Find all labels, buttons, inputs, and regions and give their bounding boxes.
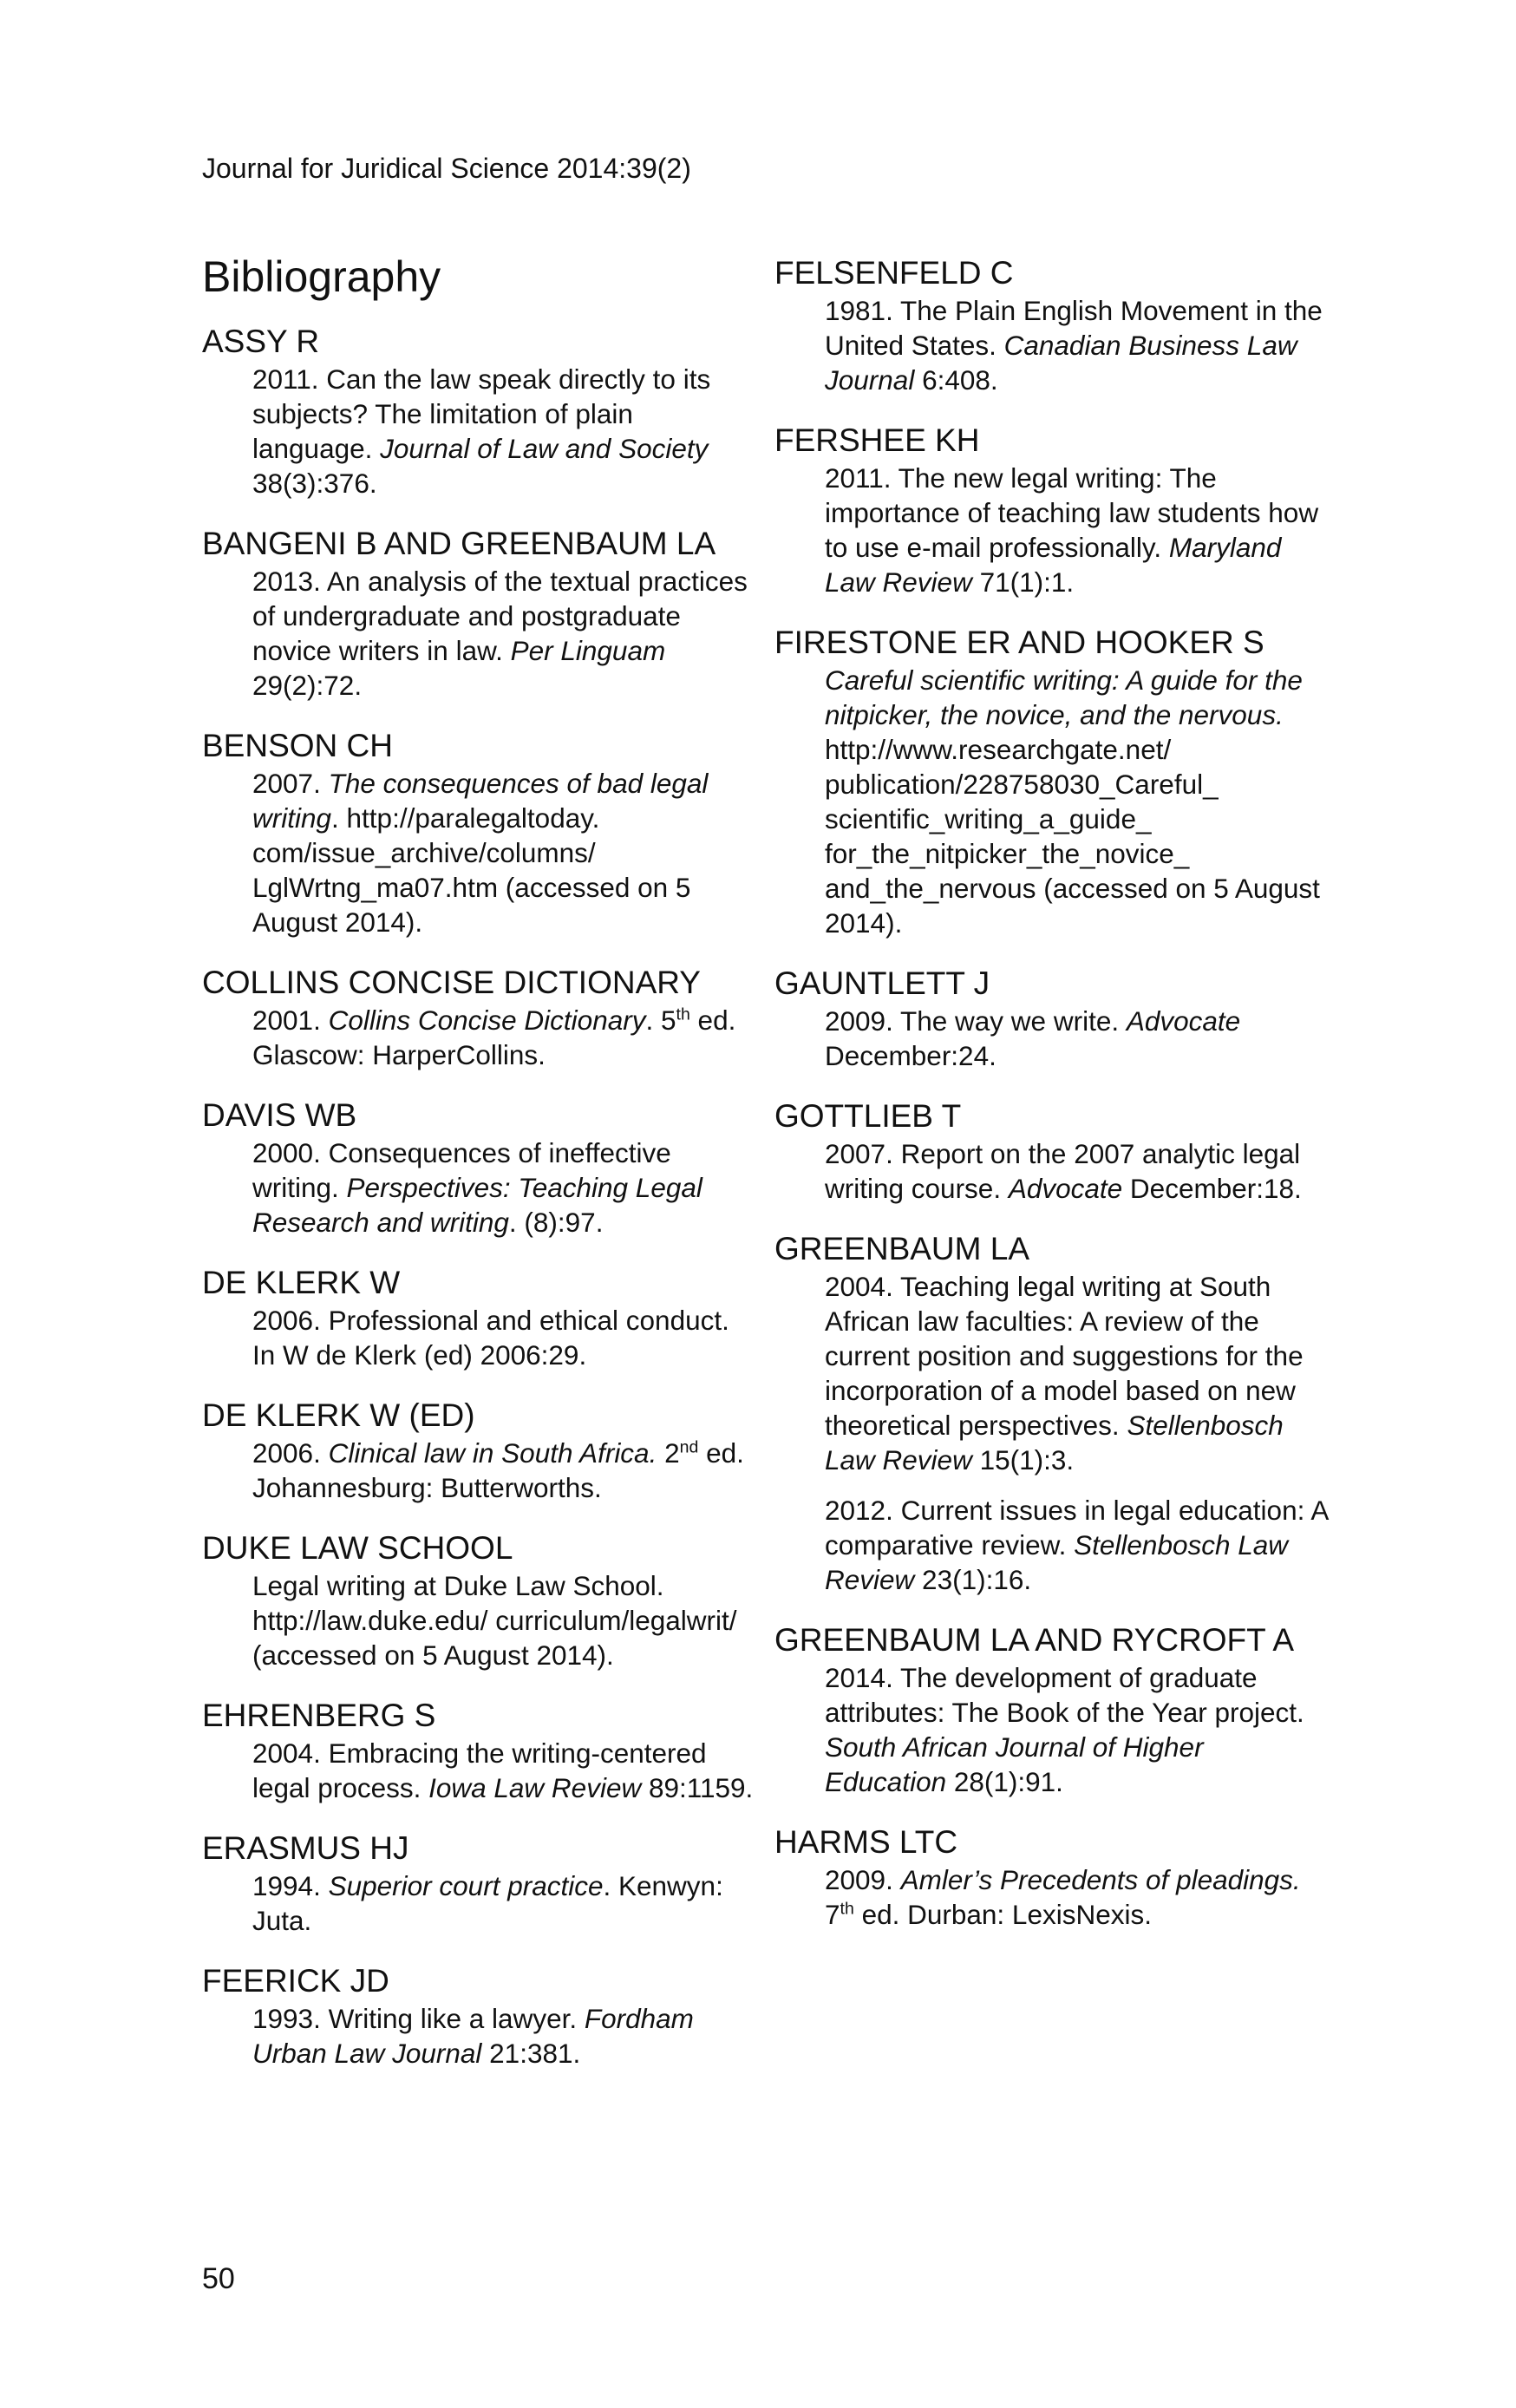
bibliography-entry — [774, 1822, 1330, 1932]
entry-list-left — [202, 322, 757, 2071]
entry-reference — [252, 1736, 757, 1805]
italic-title: Perspectives: Teaching Legal Research and writing — [252, 1172, 702, 1238]
bibliography-entry — [202, 963, 757, 1072]
reference-text: December:18. — [1122, 1173, 1302, 1204]
entry-reference — [252, 1868, 757, 1938]
entry-reference — [252, 1303, 757, 1372]
italic-title: Careful scientific writing: A guide for the nitpicker, the novice, and the nervous. — [825, 664, 1303, 730]
entry-reference — [252, 1003, 757, 1072]
bibliography-entry — [774, 1229, 1330, 1597]
italic-title: Fordham Urban Law Journal — [252, 2003, 694, 2069]
bibliography-entry — [774, 1620, 1330, 1799]
entry-author: DAVIS WB — [202, 1097, 357, 1133]
bibliography-entry — [202, 1528, 757, 1672]
reference-text: 1993. Writing like a lawyer. — [252, 2003, 585, 2034]
entry-reference — [252, 766, 757, 939]
superscript: th — [676, 1004, 690, 1024]
running-head: Journal for Juridical Science 2014:39(2) — [202, 153, 691, 184]
entry-reference — [825, 1493, 1330, 1597]
italic-title: Journal of Law and Society — [380, 433, 709, 464]
reference-text: . Kenwyn: Juta. — [252, 1870, 723, 1936]
italic-title: Canadian Business Law Journal — [825, 330, 1297, 396]
reference-text: 2004. Teaching legal writing at South African law faculties: A review of the current position and suggestions for the incorporation of a model based on new theoretical perspectives. — [825, 1271, 1304, 1441]
reference-text: 38(3):376. — [252, 468, 377, 499]
reference-text: . 5 — [645, 1004, 676, 1036]
entry-reference — [825, 1004, 1330, 1073]
page-number: 50 — [202, 2262, 235, 2295]
entry-author: FELSENFELD C — [774, 255, 1014, 291]
reference-text: 29(2):72. — [252, 670, 363, 701]
reference-text: December:24. — [825, 1040, 997, 1071]
reference-text: 2007. — [252, 768, 329, 799]
entry-reference — [825, 1862, 1330, 1932]
entry-author: FIRESTONE ER AND HOOKER S — [774, 625, 1264, 660]
reference-text: 15(1):3. — [971, 1444, 1075, 1476]
bibliography-entry — [202, 322, 757, 501]
reference-text: 2000. Consequences of ineffective writing. — [252, 1137, 671, 1203]
entry-author: GREENBAUM LA — [774, 1231, 1030, 1266]
entry-author: ERASMUS HJ — [202, 1830, 409, 1866]
entry-reference — [252, 564, 757, 703]
reference-text: 2 — [657, 1437, 680, 1469]
entry-reference — [825, 663, 1330, 940]
bibliography-entry — [202, 1263, 757, 1372]
reference-text: 89:1159. — [641, 1772, 754, 1803]
reference-text: http://www.researchgate.net/ publication/228758030_Careful_ scientific_writing_a_guide_ for_the_nitpicker_the_novice_ and_the_nervous (accessed on 5 August 2014). — [825, 734, 1320, 939]
reference-text: 2004. Embracing the writing-centered legal process. — [252, 1737, 707, 1803]
entry-reference — [825, 1269, 1330, 1477]
reference-text: 6:408. — [914, 364, 998, 396]
superscript: th — [840, 1899, 854, 1919]
left-column — [202, 253, 757, 2094]
entry-author: HARMS LTC — [774, 1824, 958, 1860]
italic-title: Amler’s Precedents of pleadings. — [900, 1864, 1301, 1895]
entry-list-right — [774, 253, 1330, 1932]
reference-text: ed. Durban: LexisNexis. — [853, 1899, 1152, 1930]
entry-author: BENSON CH — [202, 728, 393, 763]
entry-reference — [252, 1568, 757, 1672]
bibliography-entry — [202, 1396, 757, 1505]
reference-text: 2006. Professional and ethical conduct. In W de Klerk (ed) 2006:29. — [252, 1305, 729, 1371]
reference-text: 7 — [825, 1899, 840, 1930]
reference-text: . http://paralegaltoday. com/issue_archive/columns/ LglWrtng_ma07.htm (accessed on 5 August 2014). — [252, 802, 691, 938]
italic-title: Maryland Law Review — [825, 532, 1282, 598]
entry-author: DUKE LAW SCHOOL — [202, 1530, 513, 1566]
reference-text: . (8):97. — [508, 1207, 604, 1238]
entry-author: FEERICK JD — [202, 1963, 389, 1999]
reference-text: 2009. — [825, 1864, 901, 1895]
entry-reference — [252, 1135, 757, 1240]
reference-text: 2011. Can the law speak directly to its subjects? The limitation of plain language. — [252, 363, 711, 464]
bibliography-entry — [774, 1096, 1330, 1206]
entry-author: EHRENBERG S — [202, 1698, 436, 1733]
bibliography-entry — [774, 964, 1330, 1073]
reference-text: 28(1):91. — [946, 1766, 1063, 1797]
bibliography-entry — [202, 1696, 757, 1805]
reference-text: ed. Glascow: HarperCollins. — [252, 1004, 736, 1070]
entry-author: BANGENI B AND GREENBAUM LA — [202, 526, 716, 561]
reference-text: 2012. Current issues in legal education: A comparative review. — [825, 1495, 1328, 1561]
italic-title: Per Linguam — [510, 635, 666, 666]
entry-author: GAUNTLETT J — [774, 965, 990, 1001]
bibliography-entry — [202, 1961, 757, 2071]
italic-title: Stellenbosch Law Review — [825, 1410, 1284, 1476]
reference-text: 2001. — [252, 1004, 329, 1036]
italic-title: Stellenbosch Law Review — [825, 1529, 1289, 1595]
page-title: Bibliography — [202, 252, 441, 301]
reference-text: 2007. Report on the 2007 analytic legal writing course. — [825, 1138, 1301, 1204]
entry-reference — [825, 1660, 1330, 1799]
italic-title: The consequences of bad legal writing — [252, 768, 709, 834]
reference-text: 1994. — [252, 1870, 329, 1901]
reference-text: 21:381. — [481, 2038, 581, 2069]
reference-text: 2011. The new legal writing: The importance of teaching law students how to use e-mail professionally. — [825, 462, 1319, 563]
bibliography-entry — [202, 726, 757, 939]
entry-author: DE KLERK W (ED) — [202, 1397, 475, 1433]
reference-text: 2006. — [252, 1437, 329, 1469]
reference-text: 71(1):1. — [971, 566, 1075, 598]
bibliography-entry — [774, 253, 1330, 397]
italic-title: Advocate — [1126, 1005, 1241, 1037]
entry-author: DE KLERK W — [202, 1265, 401, 1300]
bibliography-entry — [774, 623, 1330, 940]
entry-author: GOTTLIEB T — [774, 1098, 962, 1134]
italic-title: Iowa Law Review — [428, 1772, 642, 1803]
entry-reference — [825, 461, 1330, 599]
superscript: nd — [679, 1437, 699, 1457]
italic-title: Advocate — [1008, 1173, 1123, 1204]
reference-text: 2013. An analysis of the textual practices of undergraduate and postgraduate novice writers in law. — [252, 566, 748, 666]
italic-title: Clinical law in South Africa. — [328, 1437, 657, 1469]
reference-text: Legal writing at Duke Law School. http://law.duke.edu/ curriculum/legalwrit/ (accessed on 5 August 2014). — [252, 1570, 737, 1671]
right-column — [774, 253, 1330, 1955]
bibliography-entry — [202, 1096, 757, 1240]
entry-reference — [252, 2001, 757, 2071]
italic-title: Superior court practice — [328, 1870, 604, 1901]
entry-author: FERSHEE KH — [774, 422, 980, 458]
reference-text: 1981. The Plain English Movement in the United States. — [825, 295, 1323, 361]
reference-text: 2009. The way we write. — [825, 1005, 1127, 1037]
entry-author: ASSY R — [202, 324, 320, 359]
bibliography-entry — [202, 1829, 757, 1938]
entry-reference — [252, 1436, 757, 1505]
reference-text: ed. Johannesburg: Butterworths. — [252, 1437, 744, 1503]
italic-title: South African Journal of Higher Education — [825, 1731, 1204, 1797]
entry-author: COLLINS CONCISE DICTIONARY — [202, 965, 701, 1000]
italic-title: Collins Concise Dictionary — [328, 1004, 646, 1036]
entry-reference — [252, 362, 757, 501]
reference-text: 2014. The development of graduate attributes: The Book of the Year project. — [825, 1662, 1304, 1728]
reference-text: 23(1):16. — [914, 1564, 1032, 1595]
bibliography-entry — [774, 421, 1330, 599]
entry-reference — [825, 1136, 1330, 1206]
entry-reference — [825, 293, 1330, 397]
bibliography-entry — [202, 524, 757, 703]
entry-author: GREENBAUM LA AND RYCROFT A — [774, 1622, 1295, 1658]
